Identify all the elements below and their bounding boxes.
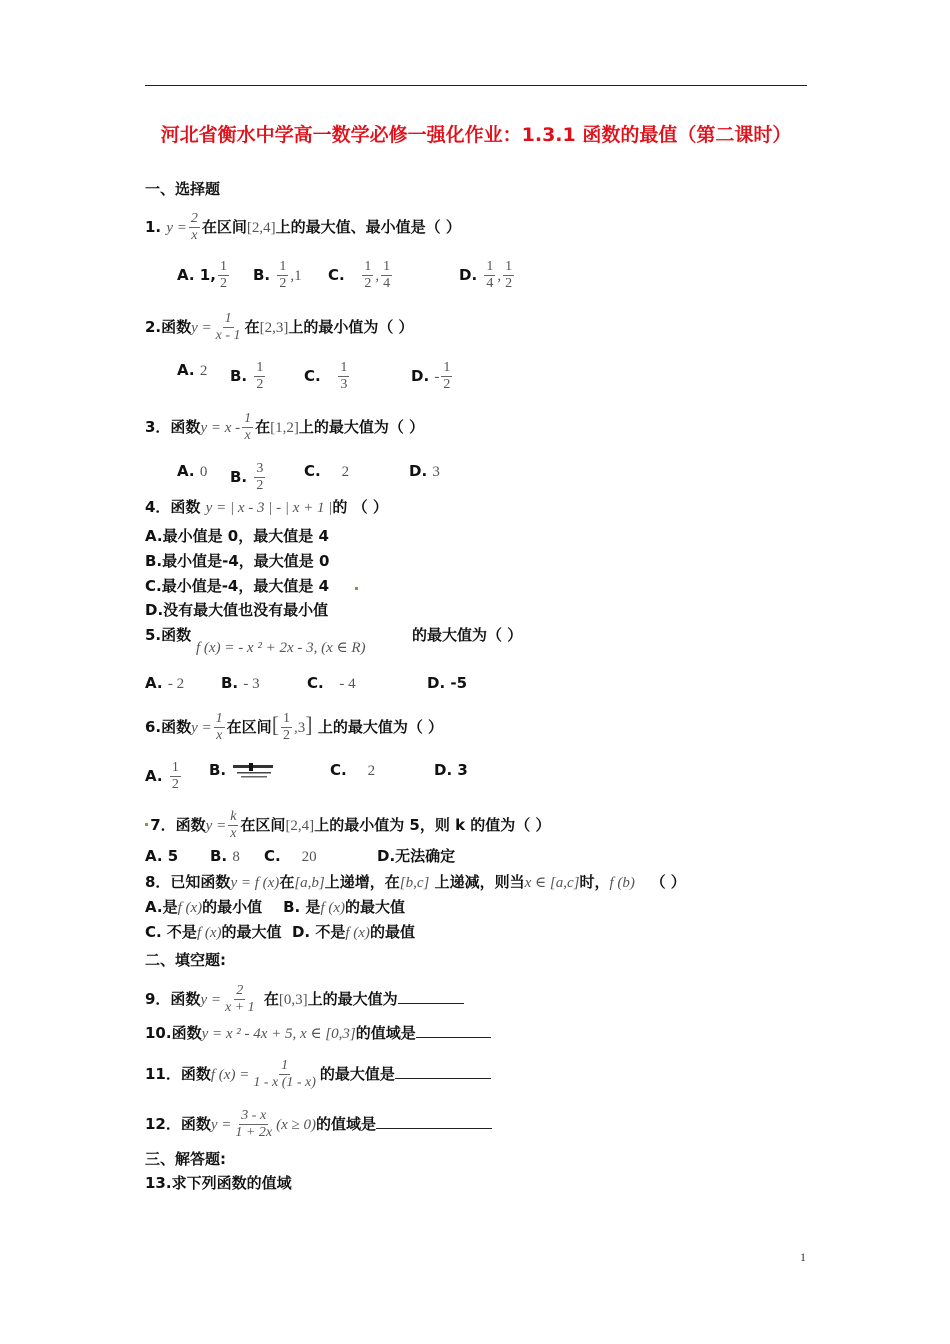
q4-option-a: A.最小值是 0，最大值是 4 [145, 527, 329, 545]
section-heading-choice: 一、选择题 [145, 180, 221, 198]
answer-blank[interactable] [416, 1023, 491, 1038]
q6-option-d: D. 3 [434, 761, 468, 779]
question-10: 10.函数y = x ² - 4x + 5, x ∈ [0,3]的值域是 [145, 1023, 491, 1044]
q3-option-b: B. $\frac{3}{2}$ [230, 461, 264, 493]
answer-blank[interactable] [398, 989, 464, 1004]
question-11: 11．函数f (x) = $\frac{1}{1 - x (1 - x)}$ 的最大值是 [145, 1058, 491, 1091]
q1-option-b: B. $\frac{1}{2}$ ,1 [253, 259, 302, 291]
question-4: 4．函数 y = | x - 3 | - | x + 1 |的 （ ） [145, 498, 388, 516]
q7-option-b: B. 8 [210, 847, 240, 865]
speck-mark [355, 587, 358, 590]
page-title: 河北省衡水中学高一数学必修一强化作业：1.3.1 函数的最值（第二课时） [160, 124, 792, 146]
garbled-formula-glyph [231, 761, 275, 781]
page-number: 1 [800, 1250, 806, 1264]
q2-option-c: C. $\frac{1}{3}$ [304, 360, 348, 392]
q5-option-a: A. - 2 [145, 674, 185, 692]
question-13: 13.求下列函数的值域 [145, 1174, 292, 1192]
question-2: 2.函数y = $\frac{1}{x - 1}$ 在[2,3]上的最小值为（ ） [145, 311, 414, 343]
q2-option-b: B. $\frac{1}{2}$ [230, 360, 264, 392]
q3-option-c: C. 2 [304, 462, 350, 480]
q6-option-c: C. 2 [330, 761, 376, 779]
q1-option-a: A. 1, $\frac{1}{2}$ [177, 259, 227, 291]
q7-option-a: A. 5 [145, 847, 179, 865]
question-8: 8．已知函数y = f (x)在[a,b]上递增，在[b,c] 上递减，则当x ∈ [a,c]时，f (b) （ ） [145, 873, 686, 891]
q4-option-d: D.没有最大值也没有最小值 [145, 601, 329, 619]
section-heading-fill: 二、填空题: [145, 951, 226, 969]
question-1: 1. y = $\frac{2}{x}$ 在区间[2,4]上的最大值、最小值是（ ） [145, 211, 461, 243]
question-12: 12．函数y = $\frac{3 - x}{1 + 2x}$ (x ≥ 0)的值域是 [145, 1108, 492, 1141]
q5-option-d: D. -5 [427, 674, 468, 692]
question-5-label: 5.函数 [145, 626, 192, 644]
question-7: 7．函数y = $\frac{k}{x}$ 在区间[2,4]上的最小值为 5，则 k 的值为（ ） [150, 809, 551, 841]
q6-option-b: B. [209, 760, 275, 781]
q2-option-a: A. 2 [177, 361, 208, 379]
q6-option-a: A. $\frac{1}{2}$ [145, 760, 179, 792]
question-3: 3．函数y = x - $\frac{1}{x}$ 在[1,2]上的最大值为（ ） [145, 411, 425, 443]
q1-option-c: C. $\frac{1}{2}$ , $\frac{1}{4}$ [328, 259, 391, 291]
q1-option-d: D. $\frac{1}{4}$ , $\frac{1}{2}$ [459, 259, 513, 291]
q8-options-ab: A.是f (x)的最小值 B. 是f (x)的最大值 [145, 898, 406, 916]
q4-option-c: C.最小值是-4，最大值是 4 [145, 577, 330, 595]
header-rule [145, 85, 807, 86]
q7-option-d: D.无法确定 [377, 847, 456, 865]
q4-option-b: B.最小值是-4，最大值是 0 [145, 552, 330, 570]
q3-option-d: D. 3 [409, 462, 440, 480]
question-9: 9．函数y = $\frac{2}{x + 1}$ 在[0,3]上的最大值为 [145, 983, 464, 1016]
q5-option-c: C. - 4 [307, 674, 356, 692]
q8-options-cd: C. 不是f (x)的最大值 D. 不是f (x)的最值 [145, 923, 415, 941]
question-6: 6.函数y = $\frac{1}{x}$ 在区间[ $\frac{1}{2}$ ,3] 上的最大值为（ ） [145, 711, 444, 743]
question-5-expression: f (x) = - x ² + 2x - 3, (x ∈ R) [196, 640, 366, 656]
answer-blank[interactable] [395, 1064, 491, 1079]
q5-option-b: B. - 3 [221, 674, 260, 692]
answer-blank[interactable] [376, 1114, 492, 1129]
section-heading-solve: 三、解答题: [145, 1150, 226, 1168]
q2-option-d: D. - $\frac{1}{2}$ [411, 360, 451, 392]
question-5-tail: 的最大值为（ ） [412, 626, 523, 644]
q3-option-a: A. 0 [177, 462, 208, 480]
q7-option-c: C. 20 [264, 847, 317, 865]
